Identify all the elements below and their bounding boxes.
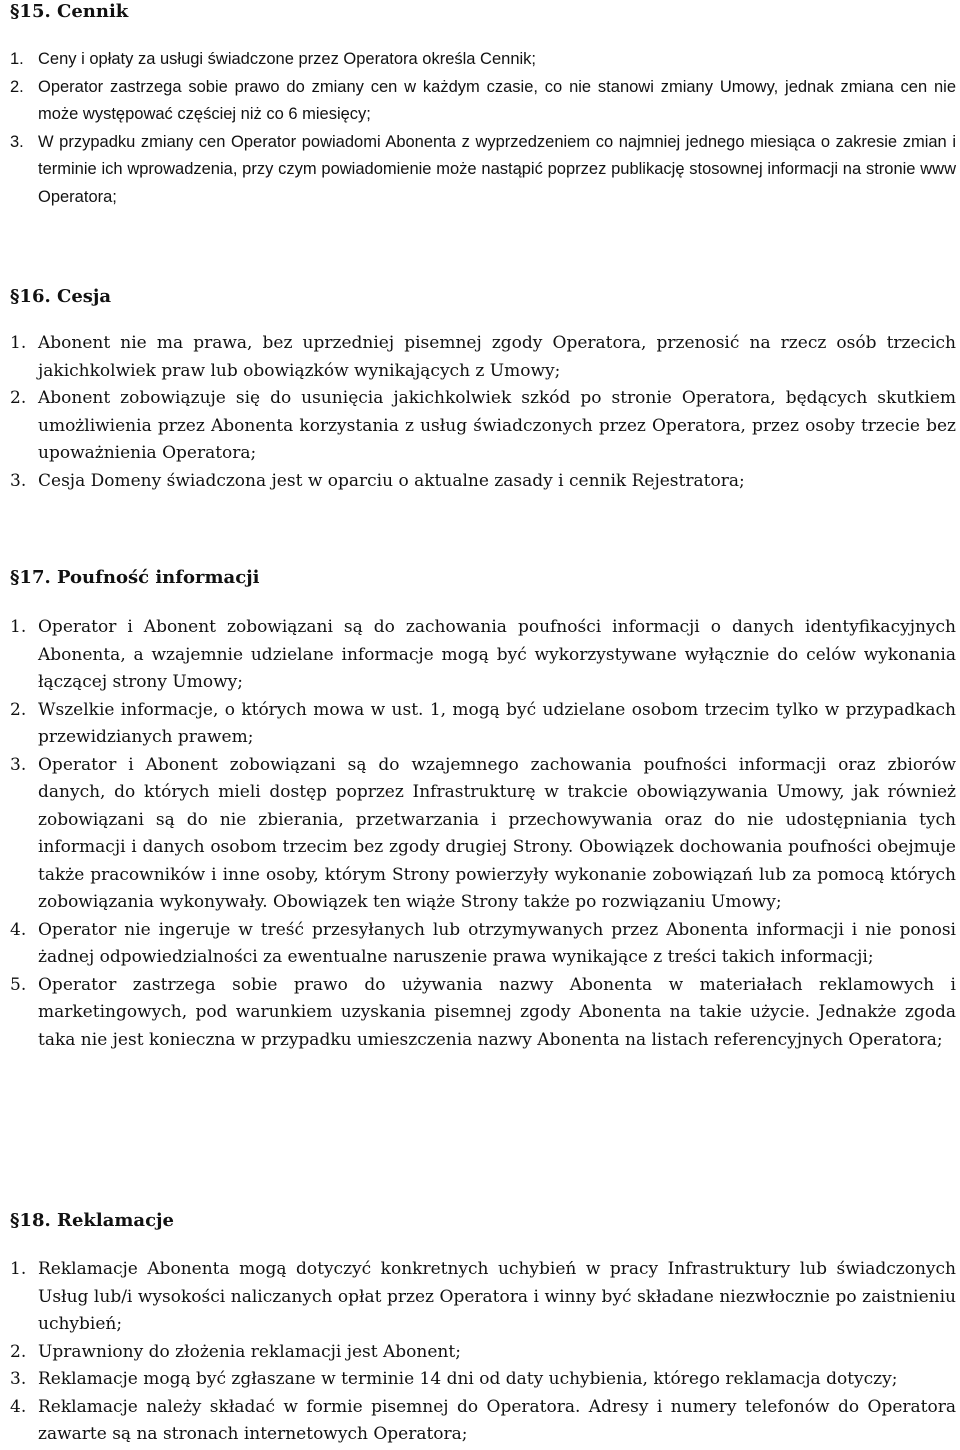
section-list (0, 330, 960, 495)
item-number: 4. (10, 919, 27, 940)
item-number: 3. (10, 754, 27, 775)
item-text: Uprawniony do złożenia reklamacji jest Abonent; (38, 1341, 461, 1362)
list-item (0, 972, 960, 1055)
item-number: 2. (10, 77, 24, 96)
list-item (0, 752, 960, 917)
list-item (0, 1256, 960, 1339)
item-text: Abonent zobowiązuje się do usunięcia jakichkolwiek szkód po stronie Operatora, będących skutkiem umożliwienia przez Abonenta korzystania z usług świadczonych przez Operatora, przez osoby trzecie bez upoważnienia Operatora; (38, 388, 956, 463)
item-number: 3. (10, 132, 24, 151)
list-item (0, 385, 960, 468)
item-number: 1. (10, 1259, 27, 1279)
item-text: Cesja Domeny świadczona jest w oparciu o aktualne zasady i cennik Rejestratora; (38, 470, 745, 491)
list-item (0, 74, 960, 129)
list-item (0, 917, 960, 972)
section-heading: §17. Poufność informacji (10, 567, 260, 588)
item-text: Operator zastrzega sobie prawo do zmiany cen w każdym czasie, co nie stanowi zmiany Umowy, jednak zmiana cen nie może występować częściej niż co 6 miesięcy; (38, 77, 956, 123)
list-item (0, 129, 960, 212)
item-text: Operator zastrzega sobie prawo do używania nazwy Abonenta w materiałach reklamowych i marketingowych, pod warunkiem uzyskania pisemnej zgody Abonenta na takie użycie. Jednakże zgoda taka nie jest konieczna w przypadku umieszczenia nazwy Abonenta na listach referencyjnych Operatora; (38, 974, 956, 1050)
item-text: Operator i Abonent zobowiązani są do zachowania poufności informacji o danych identyfikacyjnych Abonenta, a wzajemnie udzielane informacje mogą być wykorzystywane wyłącznie do celów wykonania łączącej strony Umowy; (38, 617, 956, 692)
list-item (0, 1394, 960, 1449)
item-text: Operator nie ingeruje w treść przesyłanych lub otrzymywanych przez Abonenta informacji i nie ponosi żadnej odpowiedzialności za ewentualne naruszenie prawa wynikające z treści takich informacji; (38, 919, 956, 967)
section-list (0, 1256, 960, 1449)
item-text: Reklamacje Abonenta mogą dotyczyć konkretnych uchybień w pracy Infrastruktury lub świadczonych Usług lub/i wysokości naliczanych opłat przez Operatora i winny być składane niezwłocznie po zaistnieniu uchybień; (38, 1259, 956, 1334)
list-item (0, 330, 960, 385)
item-number: 3. (10, 1369, 27, 1389)
item-number: 3. (10, 470, 27, 491)
section-list (0, 614, 960, 1054)
item-number: 1. (10, 50, 24, 68)
item-number: 5. (10, 974, 27, 995)
item-text: W przypadku zmiany cen Operator powiadomi Abonenta z wyprzedzeniem co najmniej jednego miesiąca o zakresie zmian i terminie ich wprowadzenia, przy czym powiadomienie może nastąpić poprzez publikację stosownej informacji na stronie www Operatora; (38, 132, 956, 206)
item-number: 4. (10, 1396, 27, 1417)
item-number: 2. (10, 1341, 27, 1362)
list-item (0, 46, 960, 74)
item-text: Operator i Abonent zobowiązani są do wzajemnego zachowania poufności informacji oraz zbiorów danych, do których mieli dostęp poprzez Infrastrukturę w trakcie obowiązywania Umowy, jak również zobowiązani są do nie zbierania, przetwarzania i przechowywania oraz do nie udostępniania tych informacji i danych osobom trzecim bez zgody drugiej Strony. Obowiązek dochowania poufności obejmuje także pracowników i inne osoby, którym Strony powierzyły wykonanie zobowiązań lub za pomocą których zobowiązania wykonywały. Obowiązek ten wiąże Strony także po rozwiązaniu Umowy; (38, 754, 956, 912)
list-item (0, 468, 960, 496)
list-item (0, 1339, 960, 1367)
item-number: 2. (10, 388, 27, 408)
section-heading: §16. Cesja (10, 286, 112, 307)
section-heading: §18. Reklamacje (10, 1210, 175, 1231)
section-list (0, 46, 960, 211)
item-number: 1. (10, 333, 27, 353)
item-text: Reklamacje mogą być zgłaszane w terminie 14 dni od daty uchybienia, którego reklamacja dotyczy; (38, 1369, 898, 1389)
item-text: Reklamacje należy składać w formie pisemnej do Operatora. Adresy i numery telefonów do Operatora zawarte są na stronach internetowych Operatora; (38, 1396, 956, 1444)
list-item (0, 614, 960, 697)
list-item (0, 1366, 960, 1394)
item-number: 2. (10, 699, 27, 720)
list-item (0, 697, 960, 752)
item-text: Wszelkie informacje, o których mowa w ust. 1, mogą być udzielane osobom trzecim tylko w przypadkach przewidzianych prawem; (38, 699, 956, 747)
item-number: 1. (10, 617, 27, 637)
item-text: Abonent nie ma prawa, bez uprzedniej pisemnej zgody Operatora, przenosić na rzecz osób trzecich jakichkolwiek praw lub obowiązków wynikających z Umowy; (38, 333, 956, 381)
item-text: Ceny i opłaty za usługi świadczone przez Operatora określa Cennik; (38, 50, 536, 68)
section-heading: §15. Cennik (10, 1, 129, 22)
